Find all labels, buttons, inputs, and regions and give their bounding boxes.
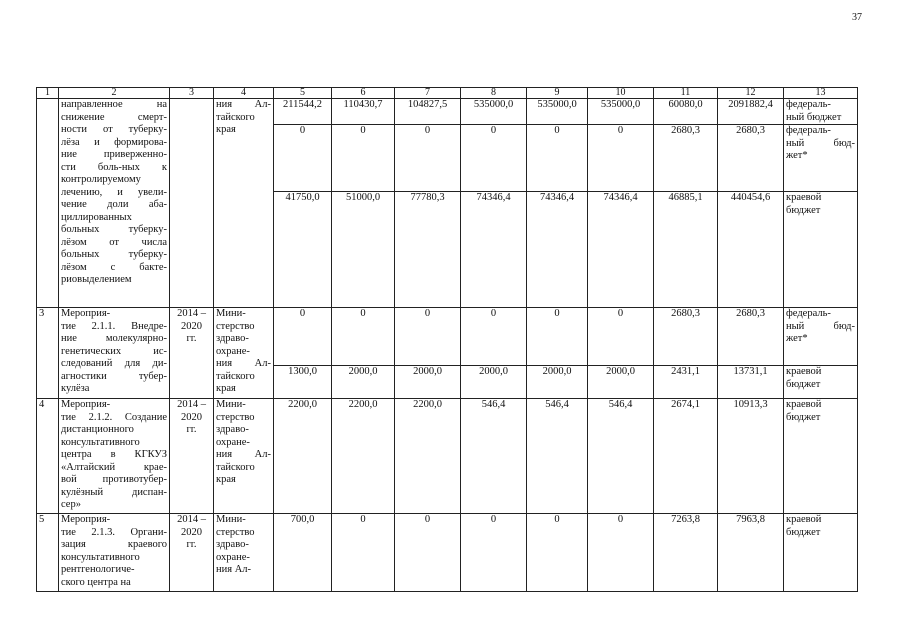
- value-cell: 110430,7: [332, 99, 395, 125]
- value-cell: 0: [588, 125, 654, 192]
- cell-line: Мероприя-: [61, 514, 111, 525]
- value-cell: 2680,3: [718, 125, 784, 192]
- cell-line: бюджет: [786, 411, 821, 423]
- cell-line: больных туберку-: [61, 249, 167, 260]
- cell-line: ния Ал-: [216, 358, 271, 369]
- cell-line: края: [216, 474, 236, 485]
- value-cell: 2680,3: [654, 308, 718, 366]
- value-cell: 77780,3: [395, 192, 461, 308]
- value-cell: 0: [332, 308, 395, 366]
- row-number-cell: [37, 99, 59, 308]
- cell-line: ности от туберку-: [61, 124, 167, 135]
- cell-line: лёзом с бакте-: [61, 261, 167, 273]
- funding-source: [784, 308, 858, 366]
- column-header: 8: [461, 88, 527, 99]
- cell-line: края: [216, 383, 236, 394]
- value-cell: 1300,0: [274, 366, 332, 399]
- cell-line: охране-: [216, 551, 250, 563]
- table-row: [37, 99, 858, 125]
- value-cell: 2000,0: [588, 366, 654, 399]
- value-cell: 0: [461, 308, 527, 366]
- row-number-cell: 5: [37, 514, 59, 592]
- cell-line: 2014 –: [177, 308, 206, 319]
- cell-line: «Алтайский крае-: [61, 461, 167, 473]
- cell-line: гг.: [186, 333, 197, 344]
- cell-line: охране-: [216, 436, 250, 448]
- value-cell: 0: [395, 514, 461, 592]
- cell-line: консультативного: [61, 436, 140, 448]
- table-row: [37, 308, 858, 366]
- cell-line: чение доли аба-: [61, 199, 167, 210]
- cell-line: тие 2.1.2. Создание: [61, 411, 167, 423]
- table-row: [37, 399, 858, 514]
- cell-line: ние приверженно-: [61, 149, 167, 160]
- cell-line: тайского: [216, 370, 255, 382]
- cell-line: тие 2.1.3. Органи-: [61, 526, 167, 538]
- executor-cell: [214, 399, 274, 514]
- cell-line: тайского: [216, 111, 255, 123]
- cell-line: лечению, и увели-: [61, 186, 167, 198]
- cell-line: федераль-: [786, 125, 831, 136]
- cell-line: зация краевого: [61, 539, 167, 550]
- cell-line: федераль-: [786, 99, 831, 110]
- cell-line: кулёза: [61, 383, 90, 394]
- column-header: 9: [527, 88, 588, 99]
- period-cell: [170, 399, 214, 514]
- value-cell: 104827,5: [395, 99, 461, 125]
- cell-line: циллированных: [61, 211, 132, 223]
- value-cell: 546,4: [461, 399, 527, 514]
- cell-line: бюджет: [786, 526, 821, 538]
- cell-line: ние молекулярно-: [61, 333, 167, 344]
- cell-line: лёза и формирова-: [61, 136, 167, 148]
- cell-line: сер»: [61, 499, 81, 510]
- value-cell: 2000,0: [395, 366, 461, 399]
- cell-line: краевой: [786, 514, 822, 525]
- page-number: 37: [852, 12, 862, 23]
- column-header: 11: [654, 88, 718, 99]
- column-header: 3: [170, 88, 214, 99]
- column-header: 2: [59, 88, 170, 99]
- funding-source: [784, 125, 858, 192]
- cell-line: здраво-: [216, 539, 249, 550]
- period-cell: [170, 308, 214, 399]
- cell-line: здраво-: [216, 424, 249, 435]
- value-cell: 2000,0: [527, 366, 588, 399]
- cell-line: жет*: [786, 333, 808, 344]
- executor-cell: [214, 514, 274, 592]
- value-cell: 74346,4: [588, 192, 654, 308]
- cell-line: краевой: [786, 399, 822, 410]
- executor-cell: [214, 99, 274, 308]
- value-cell: 0: [274, 308, 332, 366]
- cell-line: агностики тубер-: [61, 370, 167, 382]
- cell-line: 2020: [181, 320, 202, 332]
- cell-line: 2020: [181, 411, 202, 423]
- cell-line: краевой: [786, 366, 822, 377]
- value-cell: 535000,0: [588, 99, 654, 125]
- cell-line: контролируемому: [61, 174, 141, 185]
- cell-line: 2014 –: [177, 514, 206, 525]
- cell-line: направленное на: [61, 99, 167, 110]
- cell-line: ный бюд-: [786, 320, 855, 332]
- value-cell: 0: [527, 514, 588, 592]
- period-cell: [170, 99, 214, 308]
- value-cell: 2091882,4: [718, 99, 784, 125]
- event-description: [59, 99, 170, 308]
- column-header: 5: [274, 88, 332, 99]
- value-cell: 10913,3: [718, 399, 784, 514]
- cell-line: сти боль-ных к: [61, 161, 167, 173]
- cell-line: рентгенологиче-: [61, 564, 135, 575]
- cell-line: гг.: [186, 539, 197, 550]
- value-cell: 74346,4: [527, 192, 588, 308]
- cell-line: краевой: [786, 192, 822, 203]
- value-cell: 2200,0: [332, 399, 395, 514]
- value-cell: 74346,4: [461, 192, 527, 308]
- cell-line: ный бюджет: [786, 111, 842, 123]
- value-cell: 46885,1: [654, 192, 718, 308]
- value-cell: 0: [395, 308, 461, 366]
- cell-line: жет*: [786, 150, 808, 161]
- cell-line: Мини-: [216, 308, 246, 319]
- cell-line: лёзом от числа: [61, 236, 167, 248]
- value-cell: 2200,0: [274, 399, 332, 514]
- cell-line: федераль-: [786, 308, 831, 319]
- cell-line: ния Ал-: [216, 564, 252, 575]
- value-cell: 0: [461, 514, 527, 592]
- cell-line: стерство: [216, 411, 255, 423]
- cell-line: 2020: [181, 526, 202, 538]
- value-cell: 0: [588, 514, 654, 592]
- cell-line: гг.: [186, 424, 197, 435]
- value-cell: 546,4: [588, 399, 654, 514]
- funding-source: [784, 399, 858, 514]
- column-header: 12: [718, 88, 784, 99]
- cell-line: риовыделением: [61, 274, 132, 285]
- cell-line: консультативного: [61, 551, 140, 563]
- cell-line: здраво-: [216, 333, 249, 344]
- cell-line: тие 2.1.1. Внедре-: [61, 320, 167, 332]
- value-cell: 211544,2: [274, 99, 332, 125]
- value-cell: 0: [332, 514, 395, 592]
- cell-line: ского центра на: [61, 576, 131, 588]
- value-cell: 60080,0: [654, 99, 718, 125]
- header-row: [37, 88, 858, 99]
- cell-line: тайского: [216, 461, 255, 473]
- value-cell: 700,0: [274, 514, 332, 592]
- funding-source: [784, 514, 858, 592]
- value-cell: 51000,0: [332, 192, 395, 308]
- value-cell: 2680,3: [654, 125, 718, 192]
- cell-line: стерство: [216, 320, 255, 332]
- funding-source: [784, 366, 858, 399]
- cell-line: кулёзный диспан-: [61, 486, 167, 498]
- cell-line: Мини-: [216, 514, 246, 525]
- cell-line: генетических ис-: [61, 345, 167, 357]
- column-header: 6: [332, 88, 395, 99]
- cell-line: ния Ал-: [216, 99, 271, 110]
- value-cell: 0: [527, 308, 588, 366]
- cell-line: 2014 –: [177, 399, 206, 410]
- cell-line: ный бюд-: [786, 137, 855, 149]
- funding-source: [784, 192, 858, 308]
- value-cell: 0: [274, 125, 332, 192]
- value-cell: 0: [395, 125, 461, 192]
- cell-line: бюджет: [786, 378, 821, 390]
- row-number-cell: 3: [37, 308, 59, 399]
- cell-line: края: [216, 124, 236, 135]
- column-header: 7: [395, 88, 461, 99]
- cell-line: следований для ди-: [61, 358, 167, 369]
- column-header: 1: [37, 88, 59, 99]
- period-cell: [170, 514, 214, 592]
- cell-line: снижение смерт-: [61, 111, 167, 123]
- value-cell: 535000,0: [461, 99, 527, 125]
- row-number-cell: 4: [37, 399, 59, 514]
- cell-line: дистанционного: [61, 424, 134, 435]
- value-cell: 0: [527, 125, 588, 192]
- column-header: 4: [214, 88, 274, 99]
- cell-line: Мини-: [216, 399, 246, 410]
- cell-line: Мероприя-: [61, 308, 111, 319]
- cell-line: центра в КГКУЗ: [61, 449, 167, 460]
- value-cell: 0: [332, 125, 395, 192]
- value-cell: 41750,0: [274, 192, 332, 308]
- value-cell: 2680,3: [718, 308, 784, 366]
- funding-source: [784, 99, 858, 125]
- column-header: 10: [588, 88, 654, 99]
- cell-line: стерство: [216, 526, 255, 538]
- value-cell: 546,4: [527, 399, 588, 514]
- value-cell: 0: [588, 308, 654, 366]
- value-cell: 2431,1: [654, 366, 718, 399]
- event-description: [59, 514, 170, 592]
- value-cell: 2674,1: [654, 399, 718, 514]
- value-cell: 2200,0: [395, 399, 461, 514]
- executor-cell: [214, 308, 274, 399]
- value-cell: 7963,8: [718, 514, 784, 592]
- budget-table: [36, 87, 858, 592]
- value-cell: 0: [461, 125, 527, 192]
- event-description: [59, 399, 170, 514]
- cell-line: Мероприя-: [61, 399, 111, 410]
- value-cell: 2000,0: [461, 366, 527, 399]
- cell-line: бюджет: [786, 204, 821, 216]
- value-cell: 7263,8: [654, 514, 718, 592]
- value-cell: 13731,1: [718, 366, 784, 399]
- cell-line: больных туберку-: [61, 224, 167, 235]
- value-cell: 2000,0: [332, 366, 395, 399]
- event-description: [59, 308, 170, 399]
- cell-line: охране-: [216, 345, 250, 357]
- value-cell: 440454,6: [718, 192, 784, 308]
- cell-line: ния Ал-: [216, 449, 271, 460]
- table-row: [37, 514, 858, 592]
- column-header: 13: [784, 88, 858, 99]
- cell-line: вой противотубер-: [61, 474, 167, 485]
- value-cell: 535000,0: [527, 99, 588, 125]
